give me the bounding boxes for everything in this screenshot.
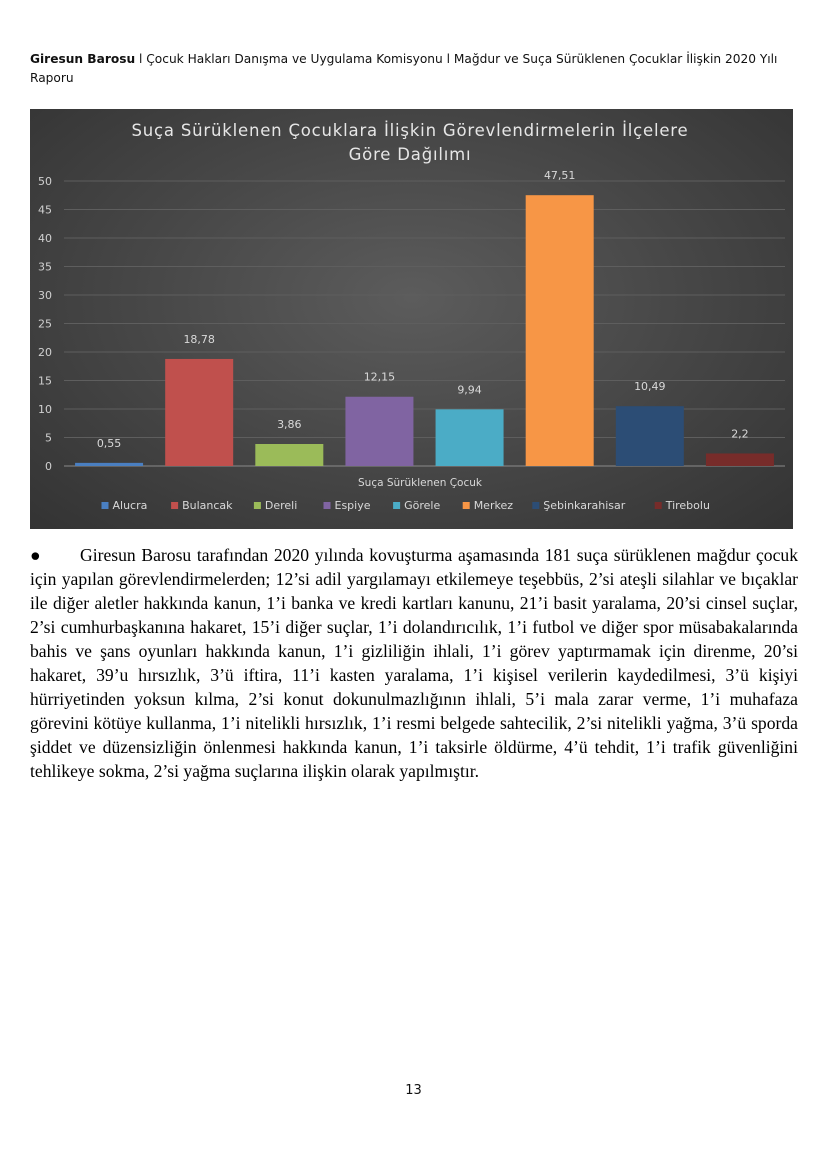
chart-canvas [30,109,793,529]
y-tick-label: 10 [38,403,52,416]
y-tick-label: 40 [38,232,52,245]
legend-item: Bulancak [182,499,233,512]
legend-swatch [324,502,331,509]
data-label: 12,15 [363,370,396,384]
bar-alucra [75,463,143,466]
legend-item: Görele [404,499,441,512]
legend-item: Merkez [473,499,514,512]
data-label: 3,86 [277,417,302,431]
data-label: 10,49 [634,380,666,394]
header-brand: Giresun Barosu [30,52,136,66]
legend-item: Espiye [334,499,371,512]
chart-title-line-1: Suça Sürüklenen Çocuklara İlişkin Görevlendirmelerin İlçelere [131,121,689,140]
data-label: 2,2 [731,427,749,441]
x-axis-label: Suça Sürüklenen Çocuk [358,477,482,489]
legend-swatch [655,502,662,509]
page-number: 13 [405,1083,422,1098]
legend-item: Tirebolu [665,499,710,512]
bar-görele [436,409,504,466]
data-label: 9,94 [457,383,482,397]
data-label: 18,78 [183,332,215,346]
bar-bulancak [165,359,233,466]
legend-swatch [393,502,400,509]
bar-dereli [255,444,323,466]
data-label: 0,55 [96,436,122,450]
legend-swatch [463,502,470,509]
y-tick-label: 5 [45,431,52,445]
y-axis-ticks [38,175,52,473]
legend-swatch [532,502,539,509]
chart-legend [102,499,710,512]
chart-bars [75,195,774,466]
body-paragraph-text: Giresun Barosu tarafından 2020 yılında kovuşturma aşamasında 181 suça sürüklenen mağdur çocuk için yapılan görevlendirmelerden; 12’si adil yargılamayı etkilemeye teşebbüs, 2’si ateşli silahlar ve bıçaklar ile diğer aletler hakkında kanun, 1’i banka ve kredi kartları kanunu, 21’i basit yaralama, 20’si cinsel suçlar, 2’si cumhurbaşkanına hakaret, 15’i diğer suçlar, 1’i dolandırıcılık, 1’i futbol ve diğer spor müsabakalarında bahis ve şans oyunları hakkında kanun, 1’i gizliliğin ihlali, 1’i görev yaptırmamak için direnme, 20’si hakaret, 39’u hırsızlık, 3’ü iftira, 11’i kasten yaralama, 1’i kişisel verilerin kaydedilmesi, 3’ü kişiyi hürriyetinden yoksun kılma, 2’si konut dokunulmazlığının ihlali, 5’i mala zarar verme, 1’i muhafaza görevini kötüye kullanma, 1’i nitelikli hırsızlık, 1’i resmi belgede sahtecilik, 2’si nitelikli yağma, 3’ü sporda şiddet ve düzensizliğin önlenmesi hakkında kanun, 1’i taksirle öldürme, 4’ü tehdit, 1’i trafik güvenliğini tehlikeye sokma, 2’si yağma suçlarına ilişkin olarak yapılmıştır. [30,545,798,781]
bar-tirebolu [706,453,774,466]
bar-merkez [526,195,594,466]
y-tick-label: 35 [38,260,52,274]
bullet-icon: ● [30,545,41,565]
y-tick-label: 50 [38,175,52,188]
body-paragraph [30,543,798,783]
page-header [30,50,800,88]
y-tick-label: 30 [38,289,52,302]
legend-item: Alucra [112,499,148,512]
y-tick-label: 15 [38,374,52,388]
legend-swatch [254,502,261,509]
y-tick-label: 45 [38,203,52,217]
bar-şebinkarahisar [616,406,684,466]
legend-swatch [171,502,178,509]
legend-item: Şebinkarahisar [543,499,626,512]
y-tick-label: 25 [38,317,52,331]
y-tick-label: 0 [45,460,52,473]
chart-title-line-2: Göre Dağılımı [348,145,472,164]
legend-item: Dereli [264,499,298,512]
legend-swatch [102,502,109,509]
data-label: 47,51 [543,169,576,183]
header-title: l Çocuk Hakları Danışma ve Uygulama Komisyonu l Mağdur ve Suça Sürüklenen Çocuklar İlişkin 2020 Yılı Raporu [30,52,778,85]
bar-espiye [345,397,413,466]
district-distribution-chart [30,109,793,529]
y-tick-label: 20 [38,346,52,359]
